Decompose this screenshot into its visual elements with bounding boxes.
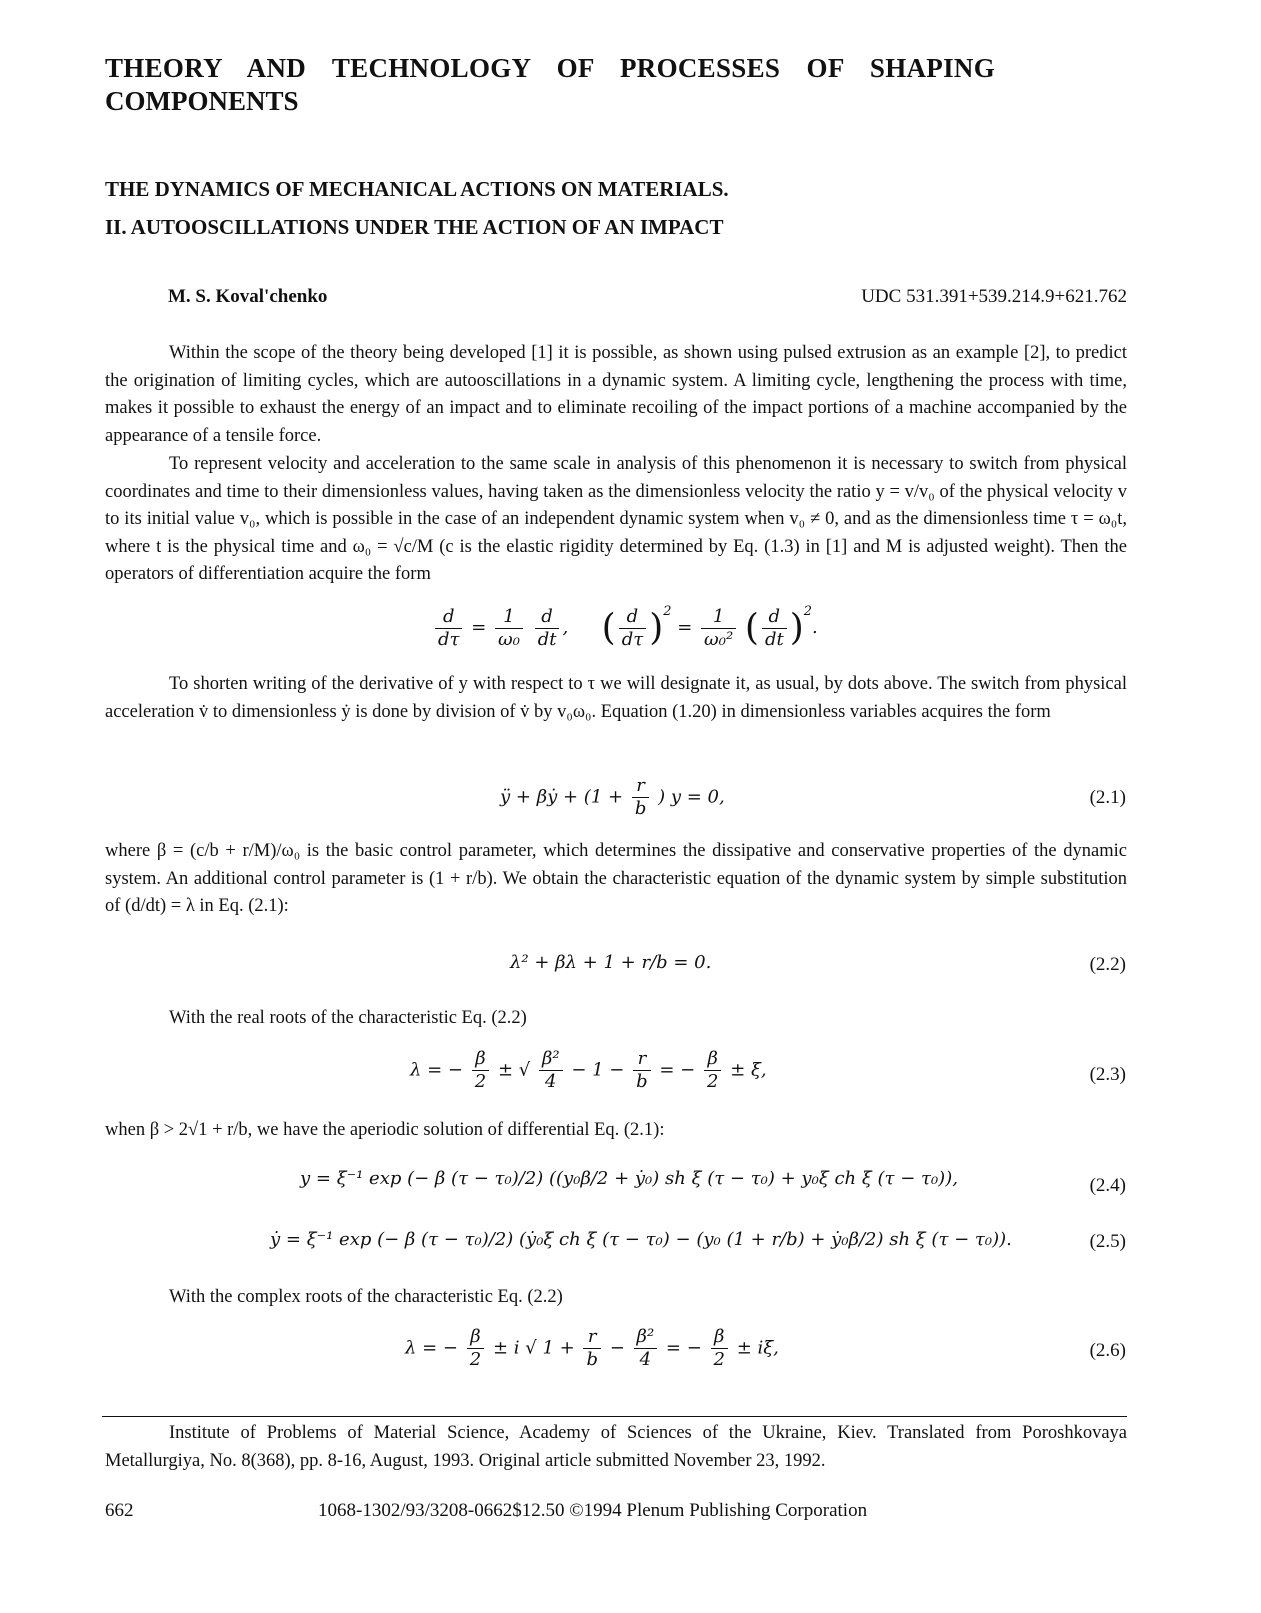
paragraph-4: where β = (c/b + r/M)/ω₀ is the basic control parameter, which determines the dissipative and conservative properties of the dynamic system. An additional control parameter is (1 + r/b). We obtain the characteristic equation of the dynamic system by simple substitution of (d/dt) = λ in Eq. (2.1): — [105, 841, 1127, 917]
equation-operators: $\frac{d}{d\tau}$ = $\frac{1}{\text{ω₀}}$ $\frac{d}{dt}$ , ( $\frac{d}{d\tau}$ )$^2$ = $\frac{1}{\text{ω₀²}}$ ( $\frac{d}{dt}$ )$^2$. — [432, 604, 818, 651]
paragraph-3: To shorten writing of the derivative of y with respect to τ we will designate it, as usual, by dots above. The switch from physical acceleration v̇ to dimensionless ẏ is done by division of v̇ by v₀ω₀. Equation (1.20) in dimensionless variables acquires the form — [105, 674, 1127, 722]
equation-number-2-5: (2.5) — [1089, 1231, 1126, 1252]
equation-2-1: ÿ + βẏ + (1 + $\frac{r}{b}$ ) y = 0, — [500, 775, 725, 819]
frac-d-dtau: $\frac{d}{d\tau}$ — [435, 606, 462, 651]
paragraph-5: With the real roots of the characteristic Eq. (2.2) — [169, 1008, 527, 1028]
equation-2-4: y = ξ⁻¹ exp (− β (τ − τ₀)/2) ((y₀β/2 + ẏ₀) sh ξ (τ − τ₀) + y₀ξ ch ξ (τ − τ₀)), — [300, 1168, 958, 1189]
footnote: Institute of Problems of Material Science, Academy of Sciences of the Ukraine, Kiev. Translated from Poroshkovaya Metallurgiya, No. 8(368), pp. 8-16, August, 1993. Original article submitted November 23, 1992. — [105, 1423, 1127, 1471]
copyright-line: 1068-1302/93/3208-0662$12.50 ©1994 Plenum Publishing Corporation — [318, 1500, 868, 1521]
paragraph-7: With the complex roots of the characteristic Eq. (2.2) — [169, 1287, 563, 1307]
equation-number-2-1: (2.1) — [1089, 787, 1126, 808]
article-title-line1: THE DYNAMICS OF MECHANICAL ACTIONS ON MATERIALS. — [105, 177, 729, 201]
paragraph-6: when β > 2√1 + r/b, we have the aperiodic solution of differential Eq. (2.1): — [105, 1120, 665, 1140]
equation-number-2-2: (2.2) — [1089, 954, 1126, 975]
equation-number-2-3: (2.3) — [1089, 1064, 1126, 1085]
udc-code: UDC 531.391+539.214.9+621.762 — [861, 286, 1127, 307]
paragraph-1: Within the scope of the theory being developed [1] it is possible, as shown using pulsed extrusion as an example [2], to predict the origination of limiting cycles, which are autooscillations in a dynamic system. A limiting cycle, lengthening the process with time, makes it possible to exhaust the energy of an impact and to eliminate recoiling of the impact portions of a machine accompanied by the appearance of a tensile force. — [105, 343, 1127, 446]
section-heading-cont: COMPONENTS — [105, 86, 299, 116]
equation-2-3: λ = − $\frac{\beta}{2}$ ± √ $\frac{\text{β²}}{4}$ − 1 − $\frac{r}{b}$ = − $\frac{\beta}{2}$ ± ξ, — [410, 1048, 767, 1092]
equation-2-6: λ = − $\frac{\beta}{2}$ ± i √ 1 + $\frac{r}{b}$ − $\frac{\text{β²}}{4}$ = − $\frac{\beta}{2}$ ± iξ, — [405, 1326, 779, 1370]
footnote-divider — [102, 1416, 1127, 1417]
frac-d-dt: $\frac{d}{dt}$ — [535, 606, 560, 651]
equation-number-2-6: (2.6) — [1089, 1340, 1126, 1361]
article-title-line2: II. AUTOOSCILLATIONS UNDER THE ACTION OF AN IMPACT — [105, 215, 724, 239]
frac-1-omega0: $\frac{1}{\text{ω₀}}$ — [495, 606, 523, 651]
author-name: M. S. Koval'chenko — [168, 286, 328, 307]
equation-2-2: λ² + βλ + 1 + r/b = 0. — [510, 952, 712, 973]
equation-2-5: ẏ = ξ⁻¹ exp (− β (τ − τ₀)/2) (ẏ₀ξ ch ξ (τ − τ₀) − (y₀ (1 + r/b) + ẏ₀β/2) sh ξ (τ − τ₀)). — [270, 1229, 1012, 1250]
equation-number-2-4: (2.4) — [1089, 1175, 1126, 1196]
page-number: 662 — [105, 1500, 134, 1521]
paragraph-2: To represent velocity and acceleration to the same scale in analysis of this phenomenon it is necessary to switch from physical coordinates and time to their dimensionless values, having taken as the dimensionless velocity the ratio y = v/v₀ of the physical velocity v to its initial value v₀, which is possible in the case of an independent dynamic system when v₀ ≠ 0, and as the dimensionless time τ = ω₀t, where t is the physical time and ω₀ = √c/M (c is the elastic rigidity determined by Eq. (1.3) in [1] and M is adjusted weight). Then the operators of differentiation acquire the form — [105, 454, 1127, 585]
section-heading: THEORY AND TECHNOLOGY OF PROCESSES OF SHAPING — [105, 53, 995, 83]
